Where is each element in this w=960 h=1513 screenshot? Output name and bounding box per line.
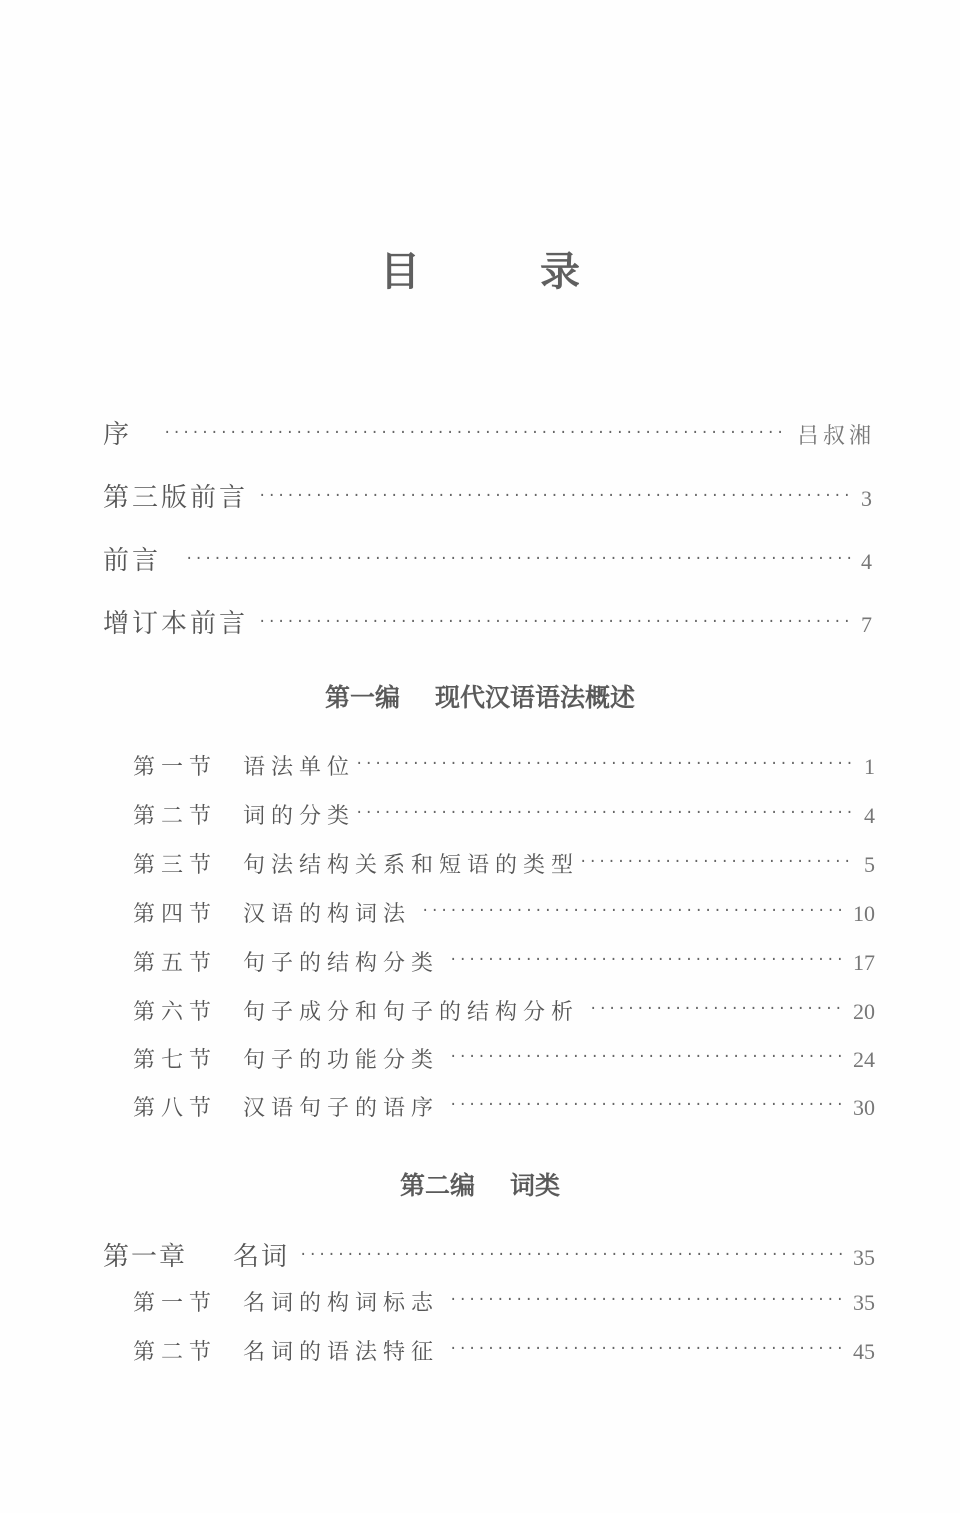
leader-dots [355, 805, 854, 821]
toc-section[interactable] [133, 897, 875, 937]
entry-label: 第三版前言 [103, 483, 249, 513]
section-title: 名词的构词标志 [243, 1291, 440, 1316]
section-title: 句子的结构分类 [243, 951, 440, 976]
toc-section[interactable] [133, 1091, 875, 1131]
toc-section[interactable] [133, 1335, 875, 1375]
part-title: 现代汉语语法概述 [435, 683, 636, 712]
part-heading-1 [0, 678, 960, 714]
entry-page: 4 [861, 549, 875, 574]
section-number: 第二节 [133, 804, 218, 829]
entry-page: 7 [861, 612, 875, 637]
title-char-2: 录 [540, 249, 580, 295]
section-page: 35 [853, 1290, 875, 1315]
section-page: 45 [853, 1339, 875, 1364]
section-title: 汉语句子的语序 [243, 1096, 440, 1121]
section-number: 第八节 [133, 1096, 218, 1121]
toc-section[interactable] [133, 1286, 875, 1326]
chapter-page: 35 [853, 1245, 875, 1270]
part-title: 词类 [510, 1171, 561, 1200]
leader-dots [449, 1292, 843, 1308]
part-heading-2 [0, 1166, 960, 1202]
toc-entry-revised-preface[interactable] [103, 603, 875, 643]
leader-dots [579, 854, 854, 870]
entry-label: 序 [103, 420, 133, 450]
entry-label: 增订本前言 [103, 609, 249, 639]
section-title: 词的分类 [243, 804, 356, 829]
section-title: 语法单位 [243, 755, 356, 780]
chapter-title: 名词 [233, 1242, 290, 1272]
leader-dots [449, 1049, 843, 1065]
toc-section[interactable] [133, 946, 875, 986]
leader-dots [299, 1247, 843, 1263]
part-number: 第二编 [399, 1171, 475, 1200]
toc-section[interactable] [133, 799, 875, 839]
toc-entry-foreword[interactable] [103, 540, 875, 580]
section-number: 第一节 [133, 755, 218, 780]
leader-dots [589, 1001, 843, 1017]
toc-section[interactable] [133, 995, 875, 1035]
leader-dots [421, 903, 843, 919]
section-title: 名词的语法特征 [243, 1340, 440, 1365]
entry-author: 吕叔湘 [796, 424, 875, 449]
leader-dots [449, 1097, 843, 1113]
leader-dots [258, 488, 851, 504]
section-page: 24 [853, 1047, 875, 1072]
section-page: 30 [853, 1095, 875, 1120]
section-page: 20 [853, 999, 875, 1024]
section-number: 第二节 [133, 1340, 218, 1365]
section-page: 5 [864, 852, 875, 877]
entry-label: 前言 [103, 546, 162, 576]
section-title: 句子成分和句子的结构分析 [243, 1000, 580, 1025]
toc-section[interactable] [133, 848, 875, 888]
section-title: 句法结构关系和短语的类型 [243, 853, 580, 878]
section-number: 第七节 [133, 1048, 218, 1073]
section-page: 4 [864, 803, 875, 828]
leader-dots [258, 614, 851, 630]
toc-chapter[interactable] [103, 1236, 875, 1276]
section-title: 汉语的构词法 [243, 902, 412, 927]
section-number: 第六节 [133, 1000, 218, 1025]
toc-section[interactable] [133, 1043, 875, 1083]
toc-entry-third-edition-preface[interactable] [103, 477, 875, 517]
chapter-number: 第一章 [103, 1242, 188, 1272]
leader-dots [185, 551, 851, 567]
leader-dots [449, 952, 843, 968]
section-number: 第三节 [133, 853, 218, 878]
toc-entry-preface[interactable] [103, 414, 875, 454]
section-title: 句子的功能分类 [243, 1048, 440, 1073]
part-number: 第一编 [324, 683, 400, 712]
leader-dots [163, 425, 787, 441]
page-title [0, 240, 960, 297]
title-char-1: 目 [380, 249, 420, 295]
entry-page: 3 [861, 486, 875, 511]
section-page: 17 [853, 950, 875, 975]
section-number: 第五节 [133, 951, 218, 976]
section-number: 第四节 [133, 902, 218, 927]
toc-section[interactable] [133, 750, 875, 790]
section-page: 1 [864, 754, 875, 779]
leader-dots [449, 1341, 843, 1357]
section-page: 10 [853, 901, 875, 926]
leader-dots [355, 756, 854, 772]
section-number: 第一节 [133, 1291, 218, 1316]
